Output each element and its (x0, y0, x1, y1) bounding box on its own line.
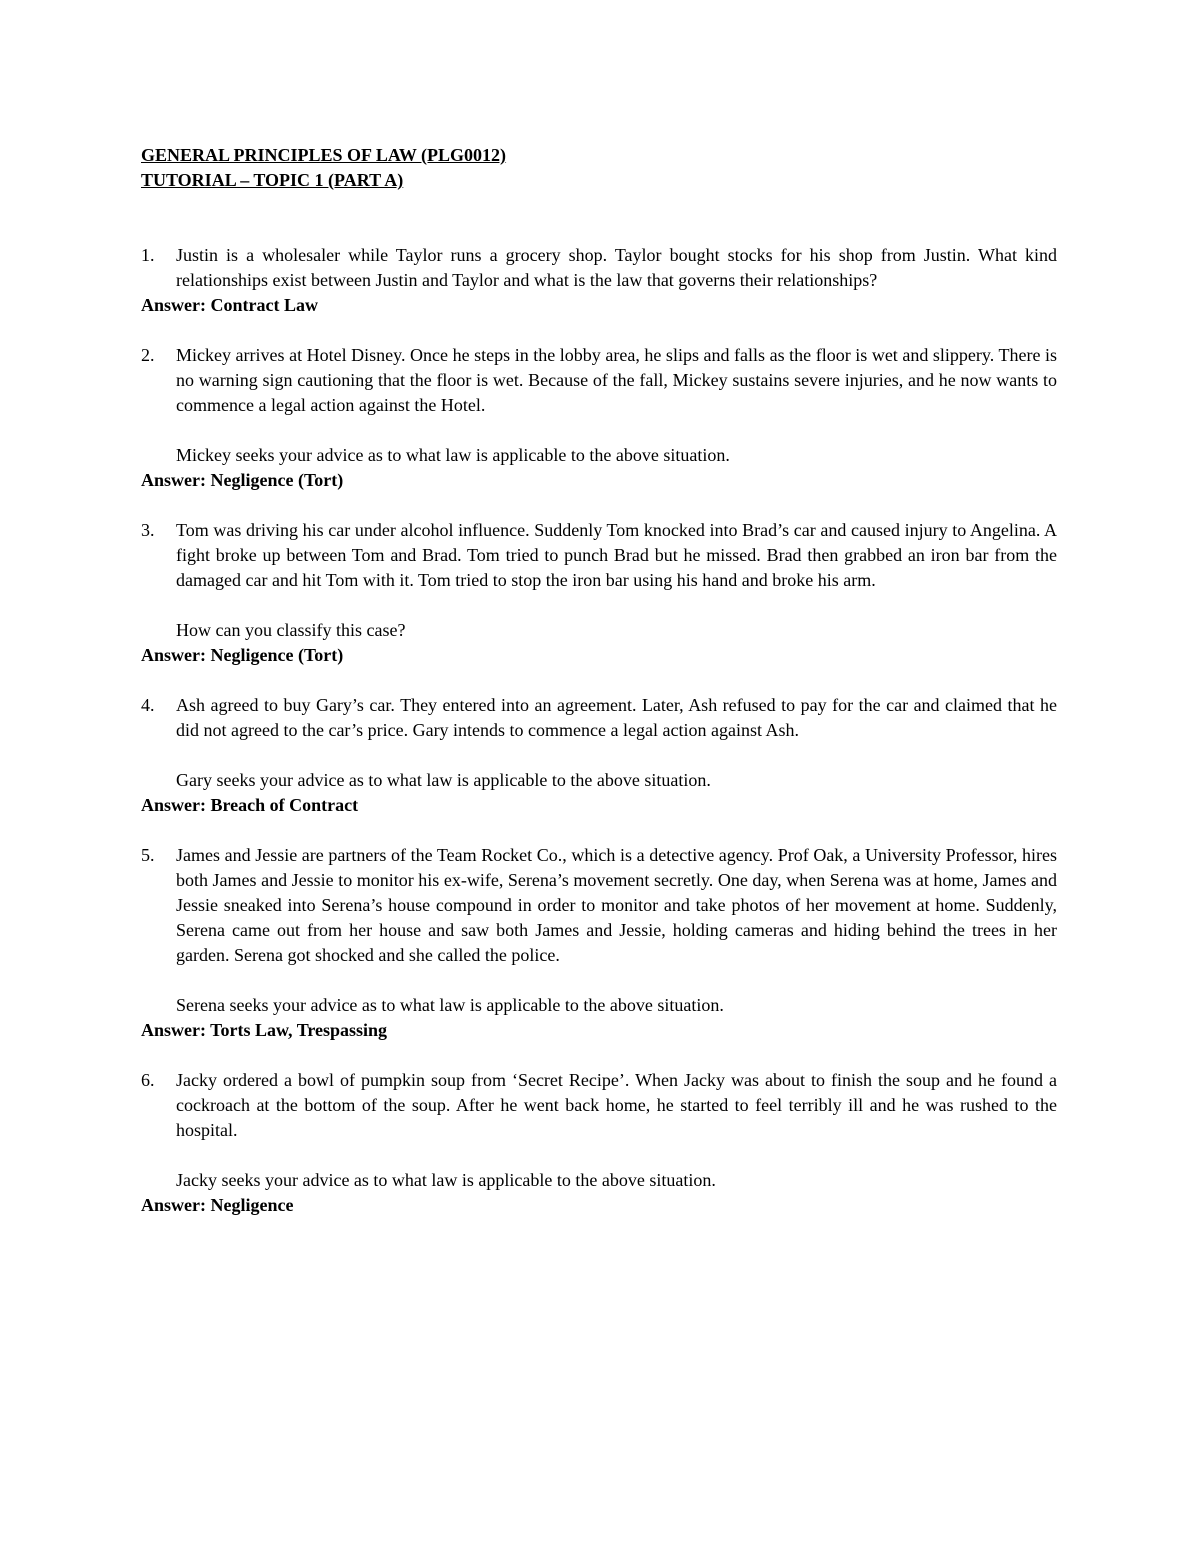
question-item (141, 518, 1057, 668)
question-text: Mickey arrives at Hotel Disney. Once he steps in the lobby area, he slips and falls as the floor is wet and slippery. There is no warning sign cautioning that the floor is wet. Because of the fall, Mickey sustains severe injuries, and he now wants to commence a legal action against the Hotel. (176, 345, 1057, 415)
question-item (141, 843, 1057, 1043)
answer-text: Answer: Contract Law (141, 295, 318, 315)
question-number: 1. (141, 245, 155, 265)
question-item (141, 1068, 1057, 1218)
question-prompt: Serena seeks your advice as to what law is applicable to the above situation. (176, 995, 724, 1015)
answer-text: Answer: Torts Law, Trespassing (141, 1020, 388, 1040)
question-number: 4. (141, 695, 155, 715)
question-prompt: How can you classify this case? (176, 620, 406, 640)
answer-text: Answer: Negligence (Tort) (141, 645, 344, 665)
course-title: GENERAL PRINCIPLES OF LAW (PLG0012) (141, 145, 507, 165)
question-text: James and Jessie are partners of the Team Rocket Co., which is a detective agency. Prof Oak, a University Professor, hires both James and Jessie to monitor his ex-wife, Serena’s movement secretly. One day, when Serena was at home, James and Jessie sneaked into Serena’s house compound in order to monitor and take photos of her movement at home. Suddenly, Serena came out from her house and saw both James and Jessie, holding cameras and hiding behind the trees in her garden. Serena got shocked and she called the police. (176, 845, 1057, 965)
answer-text: Answer: Breach of Contract (141, 795, 359, 815)
tutorial-title: TUTORIAL – TOPIC 1 (PART A) (141, 170, 404, 190)
question-number: 6. (141, 1070, 155, 1090)
question-list (141, 243, 1057, 1218)
question-number: 3. (141, 520, 155, 540)
question-prompt: Mickey seeks your advice as to what law is applicable to the above situation. (176, 445, 730, 465)
answer-text: Answer: Negligence (Tort) (141, 470, 344, 490)
question-item (141, 693, 1057, 818)
question-item (141, 343, 1057, 493)
answer-text: Answer: Negligence (141, 1195, 294, 1215)
question-prompt: Jacky seeks your advice as to what law is applicable to the above situation. (176, 1170, 716, 1190)
question-prompt: Gary seeks your advice as to what law is applicable to the above situation. (176, 770, 711, 790)
question-text: Tom was driving his car under alcohol influence. Suddenly Tom knocked into Brad’s car and caused injury to Angelina. A fight broke up between Tom and Brad. Tom tried to punch Brad but he missed. Brad then grabbed an iron bar from the damaged car and hit Tom with it. Tom tried to stop the iron bar using his hand and broke his arm. (176, 520, 1057, 590)
question-number: 2. (141, 345, 155, 365)
question-text: Justin is a wholesaler while Taylor runs a grocery shop. Taylor bought stocks for his shop from Justin. What kind relationships exist between Justin and Taylor and what is the law that governs their relationships? (176, 245, 1057, 290)
question-item (141, 243, 1057, 318)
question-text: Jacky ordered a bowl of pumpkin soup from ‘Secret Recipe’. When Jacky was about to finish the soup and he found a cockroach at the bottom of the soup. After he went back home, he started to feel terribly ill and he was rushed to the hospital. (176, 1070, 1057, 1140)
question-number: 5. (141, 845, 155, 865)
question-text: Ash agreed to buy Gary’s car. They entered into an agreement. Later, Ash refused to pay for the car and claimed that he did not agreed to the car’s price. Gary intends to commence a legal action against Ash. (176, 695, 1057, 740)
document-page (141, 143, 1057, 1243)
